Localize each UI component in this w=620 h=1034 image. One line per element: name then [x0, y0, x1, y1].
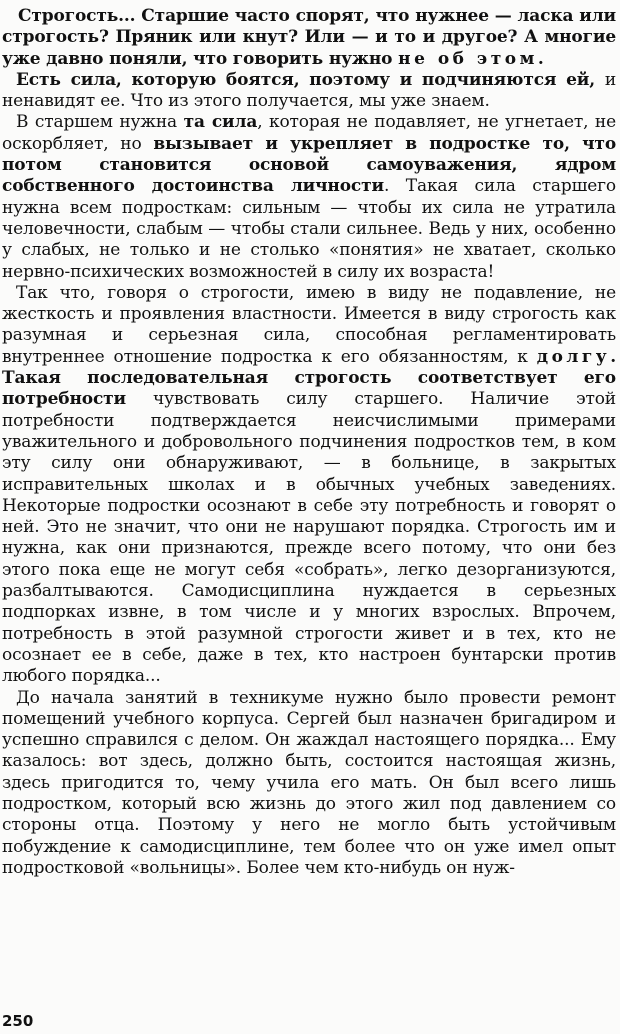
- paragraph-2-segment-1: Есть сила, которую боятся, поэтому и подчиняются ей,: [16, 69, 605, 90]
- paragraph-5: [2, 688, 616, 880]
- paragraph-4-segment-1: Так что, говоря о строгости, имею в виду не подавление, не жесткость и проявления властности. Имеется в виду строгость как разумная и серьезная сила, способная регламентировать внутреннее отношение подростка к его обязанностям, к: [2, 282, 616, 367]
- paragraph-2: [2, 70, 616, 113]
- paragraph-1-segment-3: .: [537, 48, 544, 69]
- paragraph-4-segment-2: долгу: [536, 346, 611, 367]
- paragraph-1: [2, 6, 616, 70]
- paragraph-2-segment-2: и ненавидят ее. Что из этого получается, мы уже знаем.: [2, 69, 616, 112]
- page-number: 250: [2, 1012, 34, 1030]
- paragraph-3-segment-1: В старшем нужна: [16, 112, 184, 133]
- paragraph-3-segment-5: . Такая сила старшего нужна всем подросткам: сильным — чтобы их сила не утратила человечности, слабым — чтобы стали сильнее. Ведь у них, особенно у слабых, не только и не столько «понятия» не хватает, сколько нервно-психических возможностей в силу их возраста!: [2, 176, 616, 282]
- paragraph-3-segment-4: вызывает и укрепляет в подростке то, что потом становится основой самоуважения, ядром собственного достоинства личности: [2, 133, 617, 197]
- paragraph-4: [2, 283, 616, 688]
- paragraph-4-segment-3: . Такая последовательная строгость соответствует его: [2, 346, 616, 389]
- page-text: [2, 6, 616, 879]
- paragraph-4-segment-5: чувствовать силу старшего. Наличие этой потребности подтверждается неисчислимыми примерами уважительного и добровольного подчинения подростков тем, в ком эту силу они обнаруживают, — в больнице, в закрытых исправительных школах и в обычных учебных заведениях. Некоторые подростки осознают в себе эту потребность и говорят о ней. Это не значит, что они не нарушают порядка. Строгость им и нужна, как они признаются, прежде всего потому, что они без этого пока еще не могут себя «собрать», легко дезорганизуются, разбалтываются. Самодисциплина нуждается в серьезных подпорках извне, в том числе и у многих взрослых. Впрочем, потребность в этой разумной строгости живет и в тех, кто не осознает ее в себе, даже в тех, кто настроен бунтарски против любого порядка...: [2, 389, 616, 687]
- paragraph-4-segment-4: потребности: [2, 389, 126, 410]
- paragraph-1-segment-1: Строгость... Старшие часто спорят, что нужнее — ласка или строгость? Пряник или кнут? Или — и то и другое? А многие уже давно поняли, что говорить нужно: [2, 6, 616, 69]
- paragraph-3-segment-2: та сила: [183, 112, 258, 133]
- paragraph-3-segment-3: , которая не подавляет, не угнетает, не оскорбляет, но: [2, 112, 616, 154]
- paragraph-3: [2, 112, 616, 282]
- paragraph-1-segment-2: не об этом: [398, 48, 538, 69]
- paragraph-5-segment-1: До начала занятий в техникуме нужно было провести ремонт помещений учебного корпуса. Сергей был назначен бригадиром и успешно справился с делом. Он жаждал настоящего порядка... Ему казалось: вот здесь, должно быть, состоится настоящая жизнь, здесь пригодится то, чему учила его мать. Он был всего лишь подростком, который всю жизнь до этого жил под давлением со стороны отца. Поэтому у него не могло быть устойчивым побуждение к самодисциплине, тем более что он уже имел опыт подростковой «вольницы». Более чем кто-нибудь он нуж-: [2, 687, 616, 878]
